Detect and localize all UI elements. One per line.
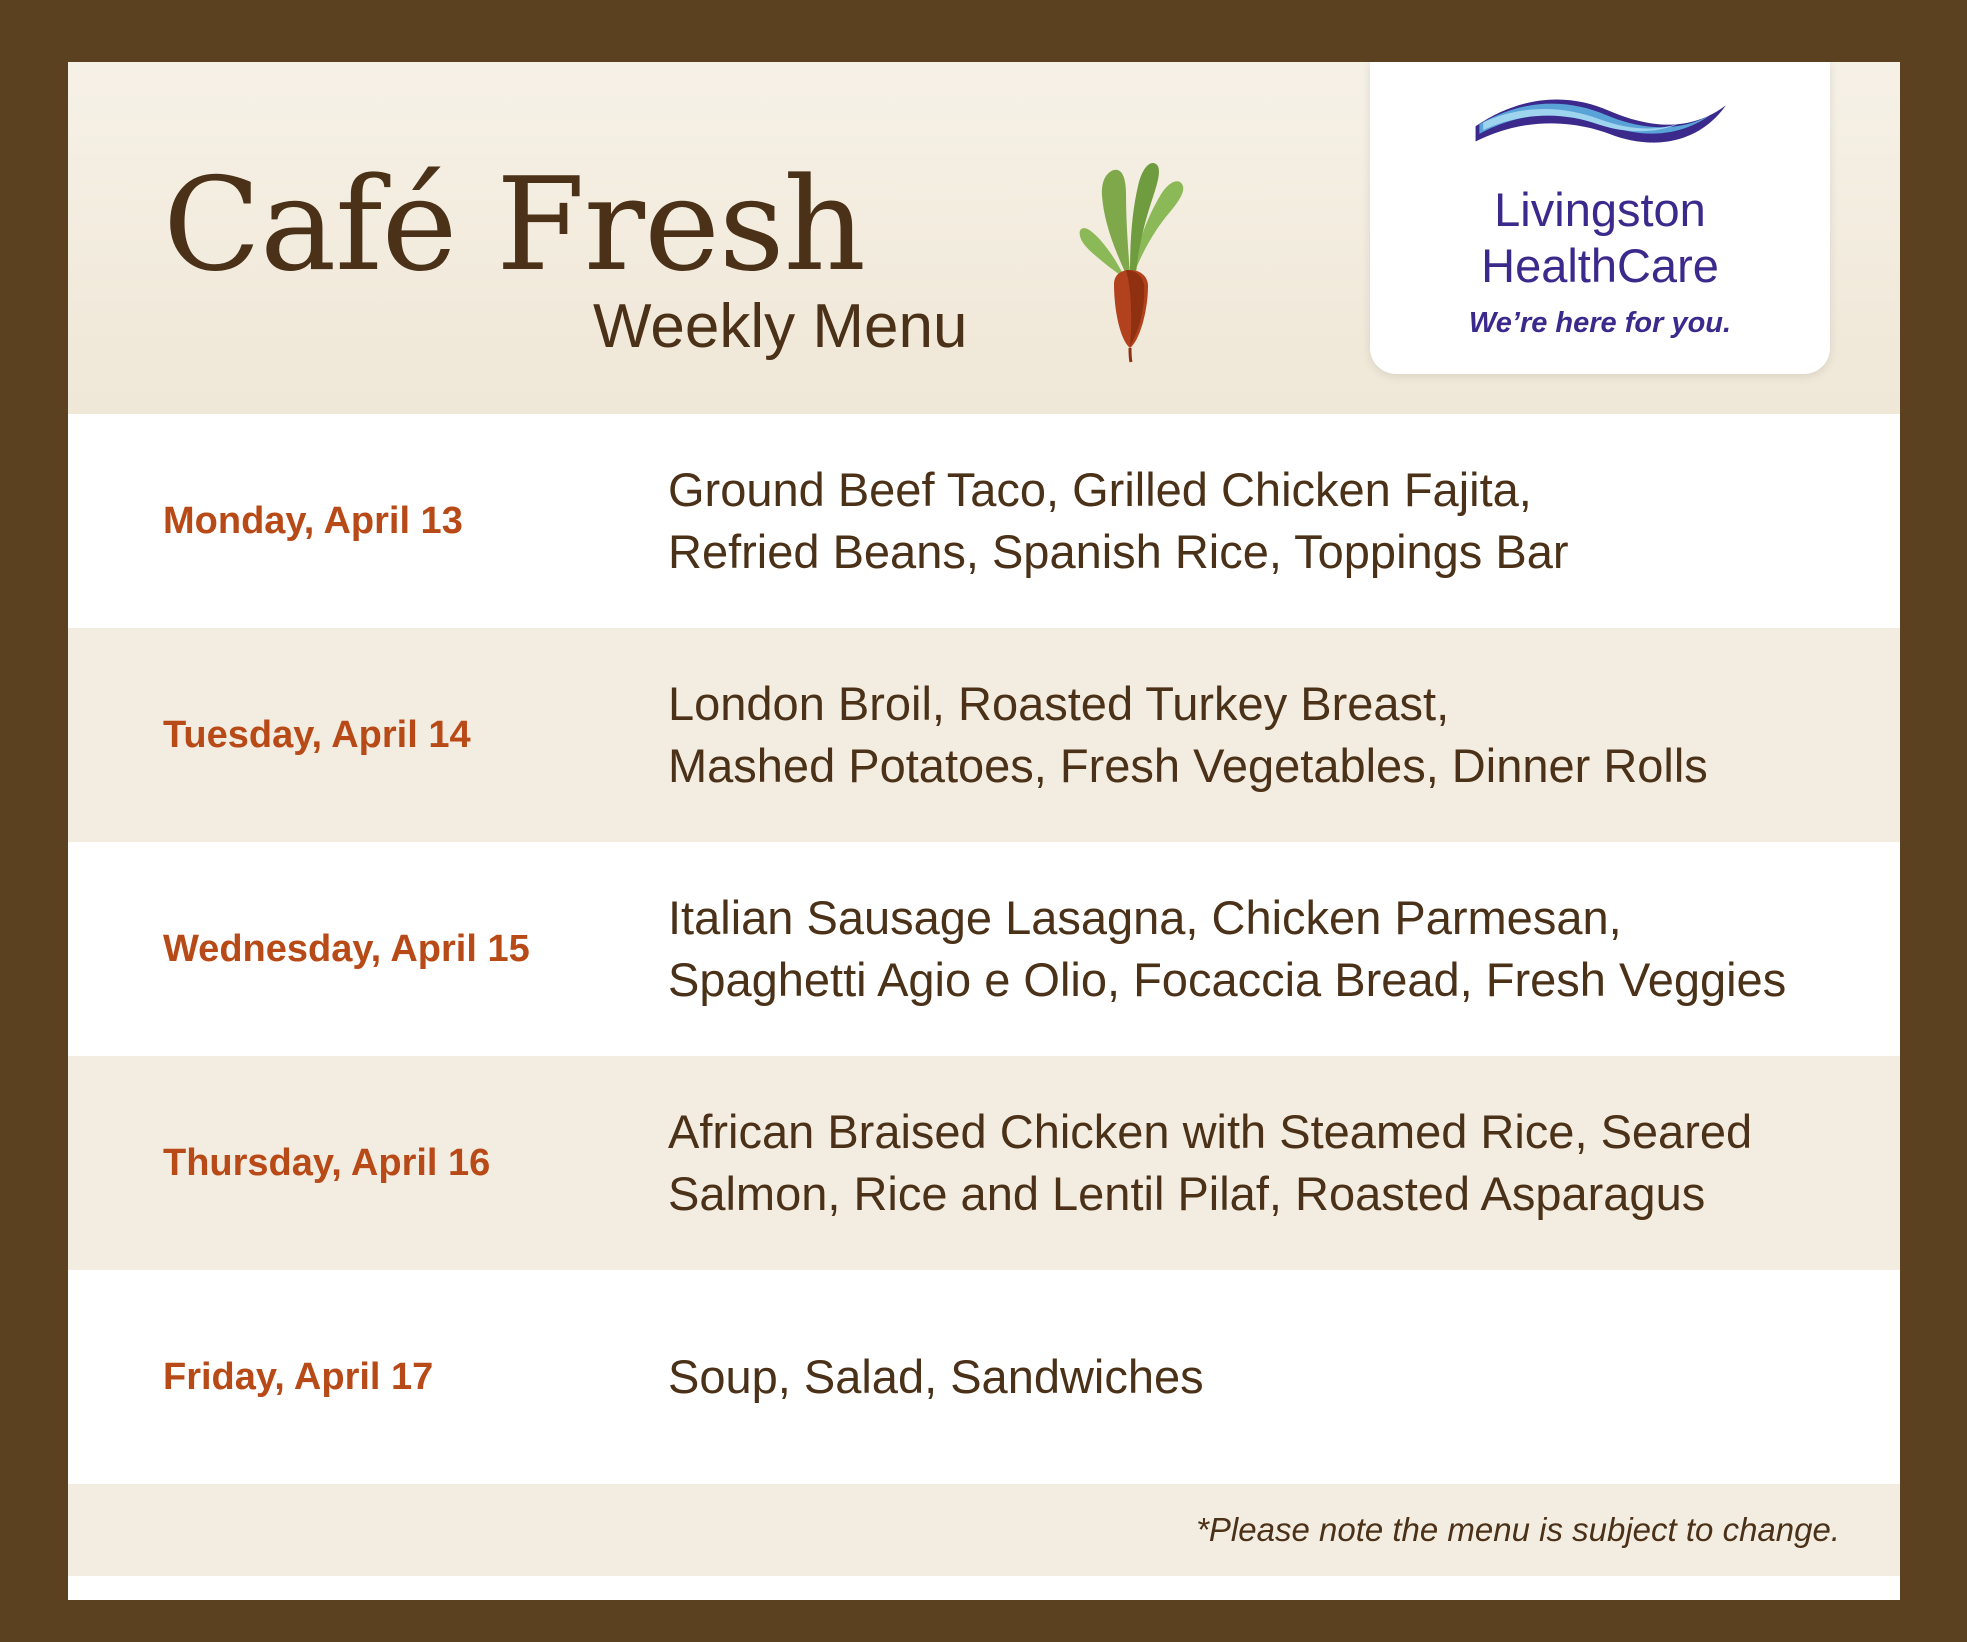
poster-footer xyxy=(68,1484,1900,1576)
logo-tagline: We’re here for you. xyxy=(1468,306,1732,339)
menu-item-line: London Broil, Roasted Turkey Breast, xyxy=(668,676,1450,730)
menu-items xyxy=(668,1346,1860,1408)
livingston-healthcare-logo xyxy=(1370,62,1830,374)
menu-row-wednesday xyxy=(68,842,1900,1056)
menu-day-label: Monday, April 13 xyxy=(163,499,463,542)
page-subtitle: Weekly Menu xyxy=(593,292,968,361)
menu-items xyxy=(668,459,1860,583)
logo-line-2: HealthCare xyxy=(1481,238,1719,292)
menu-disclaimer: *Please note the menu is subject to change. xyxy=(1196,1511,1840,1548)
menu-row-tuesday xyxy=(68,628,1900,842)
menu-day-label: Tuesday, April 14 xyxy=(163,713,471,756)
menu-row-thursday xyxy=(68,1056,1900,1270)
menu-item-line: Mashed Potatoes, Fresh Vegetables, Dinner Rolls xyxy=(668,739,1708,792)
menu-day-label: Wednesday, April 15 xyxy=(163,927,530,970)
menu-item-line: Spaghetti Agio e Olio, Focaccia Bread, Fresh Veggies xyxy=(668,953,1787,1006)
menu-day-label: Friday, April 17 xyxy=(163,1355,434,1398)
menu-item-line: Refried Beans, Spanish Rice, Toppings Bar xyxy=(668,525,1569,578)
menu-item-line: Italian Sausage Lasagna, Chicken Parmesan, xyxy=(668,890,1622,944)
menu-item-line: Salmon, Rice and Lentil Pilaf, Roasted Asparagus xyxy=(668,1167,1706,1220)
logo-line-1: Livingston xyxy=(1494,183,1706,236)
brand-block xyxy=(163,151,1163,361)
menu-item-line: Ground Beef Taco, Grilled Chicken Fajita, xyxy=(668,462,1532,516)
menu-day-label: Thursday, April 16 xyxy=(163,1141,491,1184)
page-title: Café Fresh xyxy=(163,151,865,300)
menu-item-line: African Braised Chicken with Steamed Rice, Seared xyxy=(668,1104,1753,1158)
poster-header xyxy=(68,62,1900,414)
beet-vegetable-icon xyxy=(1068,124,1188,364)
menu-items xyxy=(668,887,1860,1011)
menu-row-monday xyxy=(68,414,1900,628)
menu-rows xyxy=(68,414,1900,1484)
menu-row-friday xyxy=(68,1270,1900,1484)
livingston-flag-icon xyxy=(1466,88,1734,174)
menu-items xyxy=(668,1101,1860,1225)
menu-item-line: Soup, Salad, Sandwiches xyxy=(668,1349,1204,1403)
menu-sheet xyxy=(68,62,1900,1600)
menu-items xyxy=(668,673,1860,797)
